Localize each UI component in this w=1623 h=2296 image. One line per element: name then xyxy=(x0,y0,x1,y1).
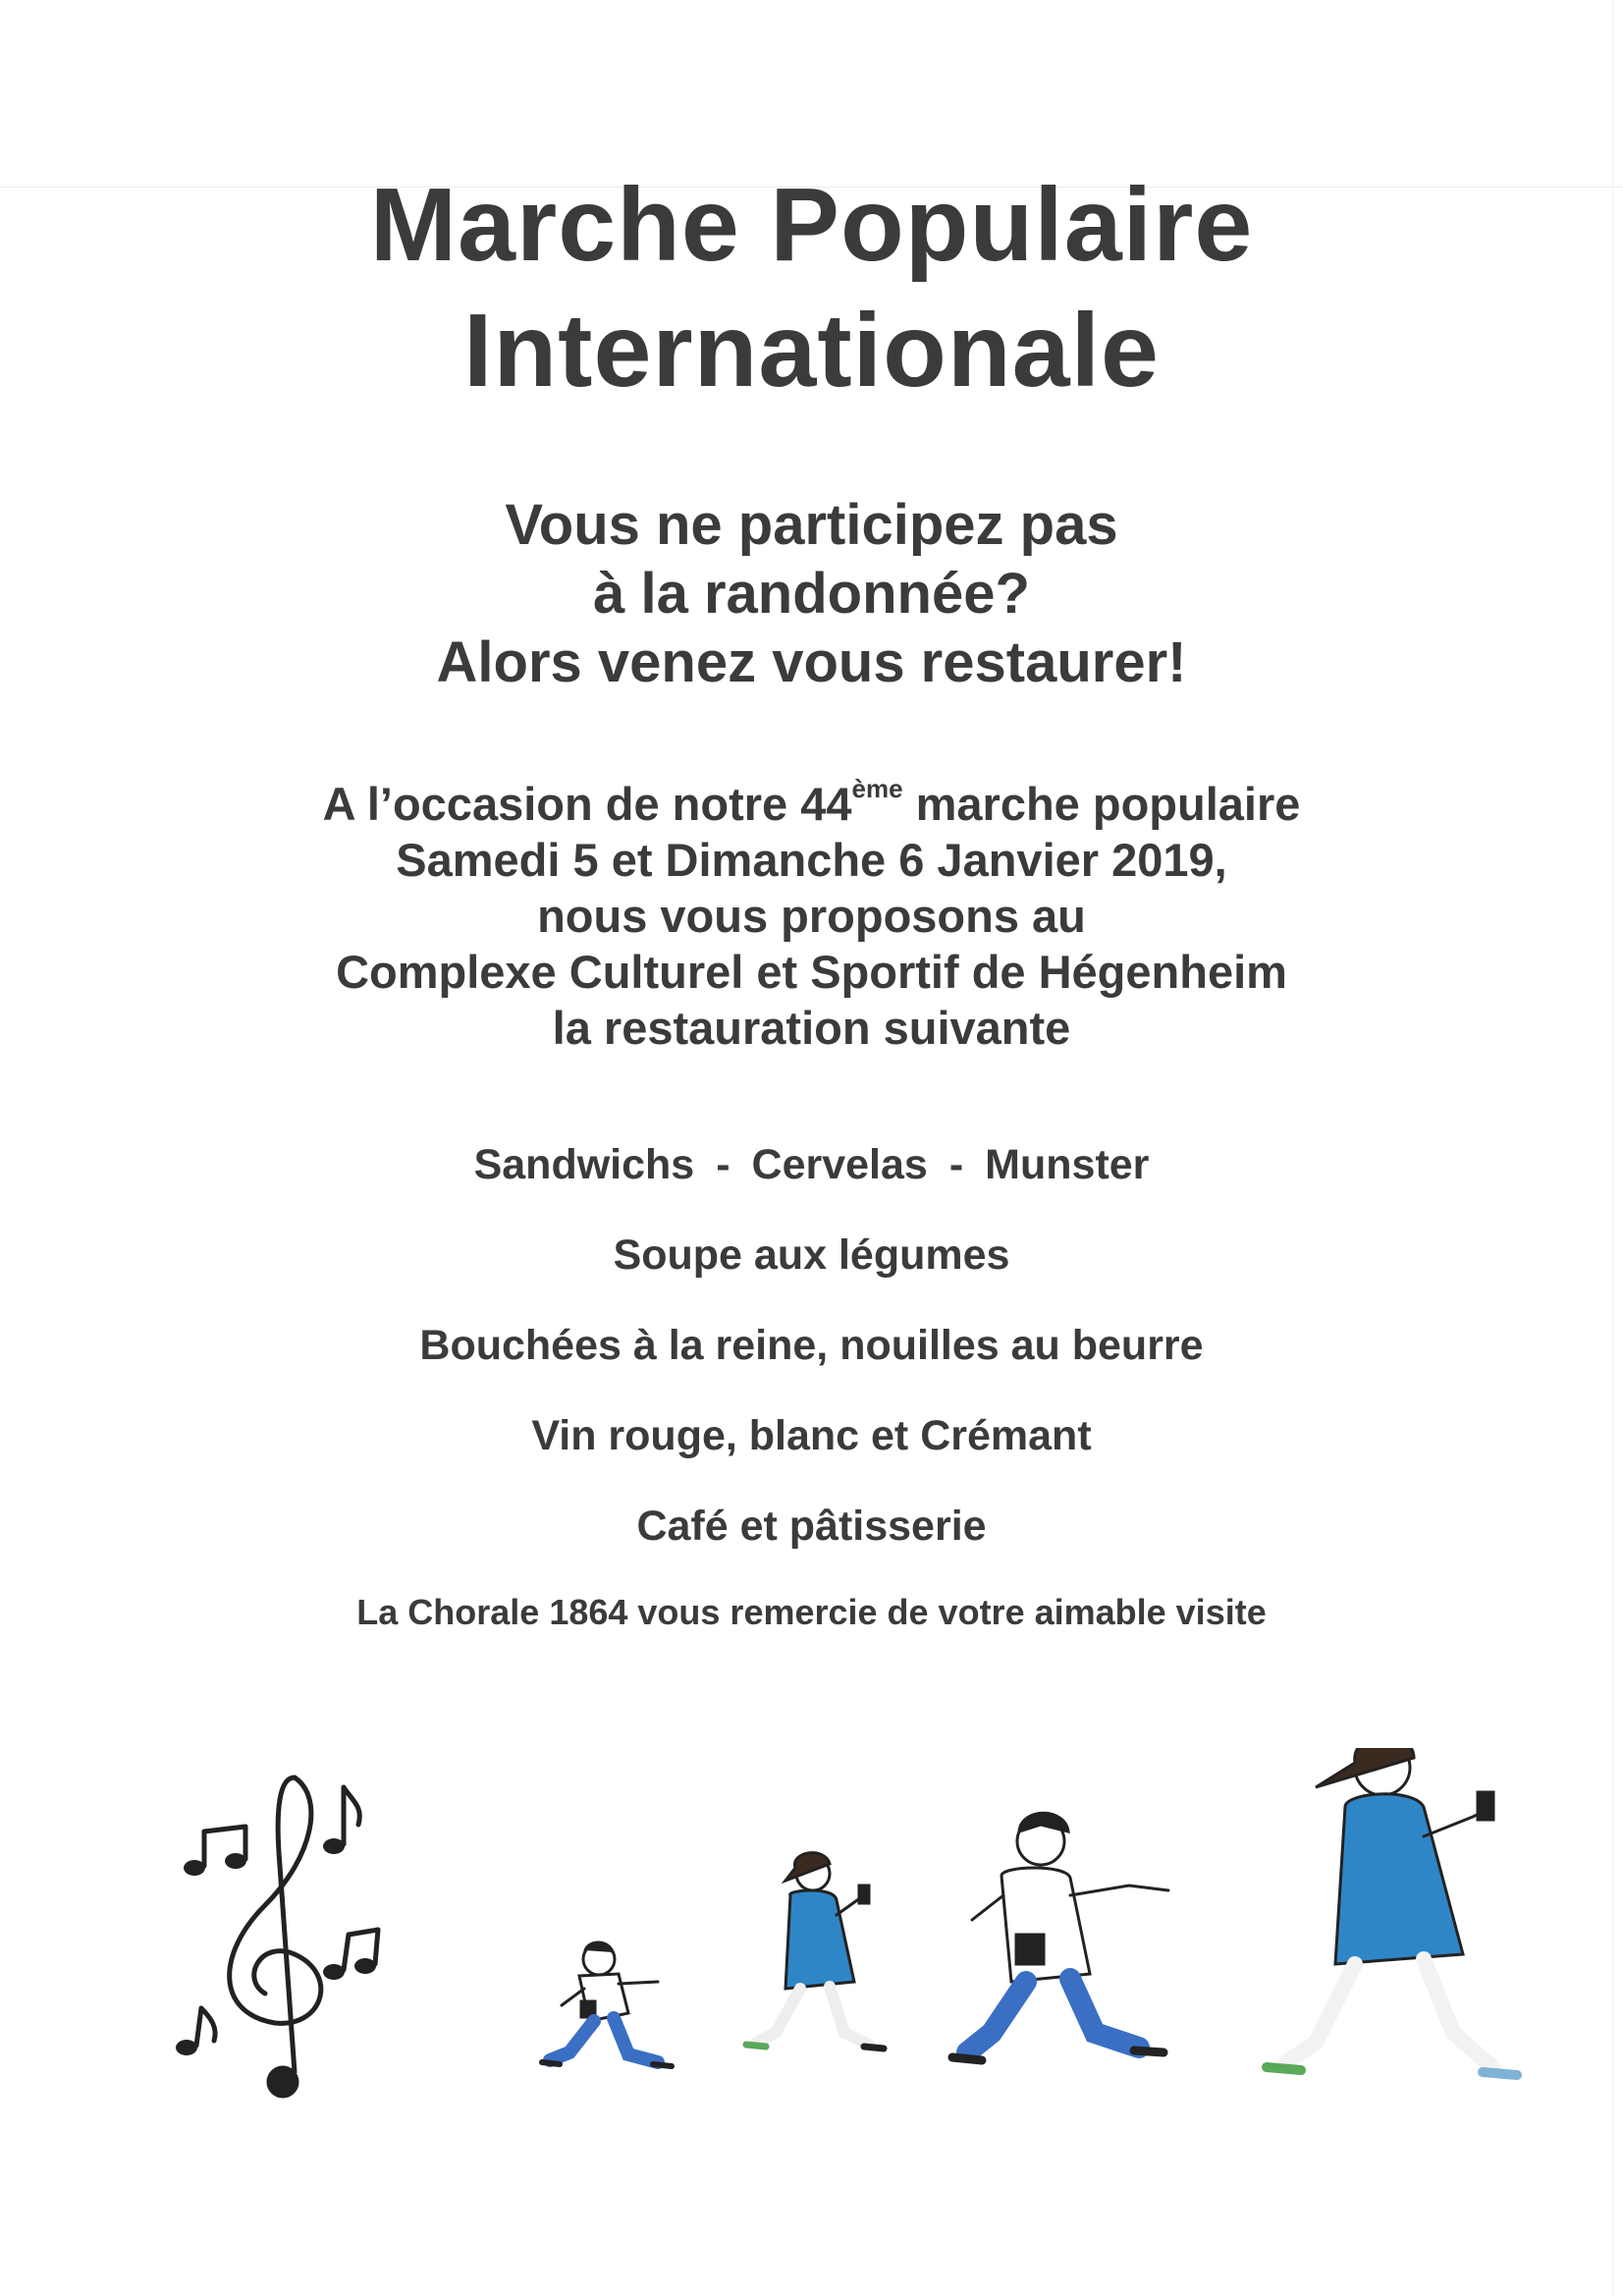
poster-title-line-2: Internationale xyxy=(462,293,1160,409)
menu-item-sandwichs: Sandwichs xyxy=(473,1141,695,1188)
walker-girl-small xyxy=(746,1853,884,2049)
poster-title xyxy=(0,162,1623,413)
event-dates: Samedi 5 et Dimanche 6 Janvier 2019, xyxy=(396,834,1227,886)
menu-item-vin: Vin rouge, blanc et Crémant xyxy=(531,1412,1092,1459)
intro-line-1-prefix: A l’occasion de notre 44 xyxy=(322,778,852,830)
menu-item-soupe: Soupe aux légumes xyxy=(613,1231,1010,1279)
thanks-note: La Chorale 1864 vous remercie de votre aimable visite xyxy=(356,1592,1267,1632)
menu-item-cervelas: Cervelas xyxy=(751,1141,928,1188)
menu-separator: - xyxy=(716,1141,730,1188)
walking-people-icon xyxy=(542,1748,1517,2075)
treble-clef-with-notes-icon xyxy=(176,1777,378,2096)
subtitle-line-3: Alors venez vous restaurer! xyxy=(436,630,1187,694)
poster-subtitle xyxy=(0,491,1623,697)
walker-girl-large xyxy=(1267,1748,1517,2075)
menu-item-munster: Munster xyxy=(985,1141,1150,1188)
illustration xyxy=(0,1748,1623,2141)
intro-line-1 xyxy=(0,776,1623,832)
intro-line-3: nous vous proposons au xyxy=(537,890,1086,942)
intro-ordinal-suffix: ème xyxy=(851,774,903,804)
walker-boy-large xyxy=(952,1813,1168,2060)
menu-item-row-1 xyxy=(0,1139,1623,1190)
poster-title-line-1: Marche Populaire xyxy=(369,167,1254,283)
event-venue: Complexe Culturel et Sportif de Hégenheim xyxy=(336,946,1287,998)
menu-item-cafe: Café et pâtisserie xyxy=(636,1503,987,1550)
intro-line-1-suffix: marche populaire xyxy=(902,778,1301,830)
subtitle-line-2: à la randonnée? xyxy=(593,562,1030,626)
walker-boy-small xyxy=(542,1942,672,2066)
subtitle-line-1: Vous ne participez pas xyxy=(505,493,1118,557)
menu-item-bouchees: Bouchées à la reine, nouilles au beurre xyxy=(419,1322,1204,1369)
event-intro xyxy=(0,776,1623,1056)
intro-line-5: la restauration suivante xyxy=(552,1002,1071,1054)
menu-separator: - xyxy=(948,1141,964,1188)
